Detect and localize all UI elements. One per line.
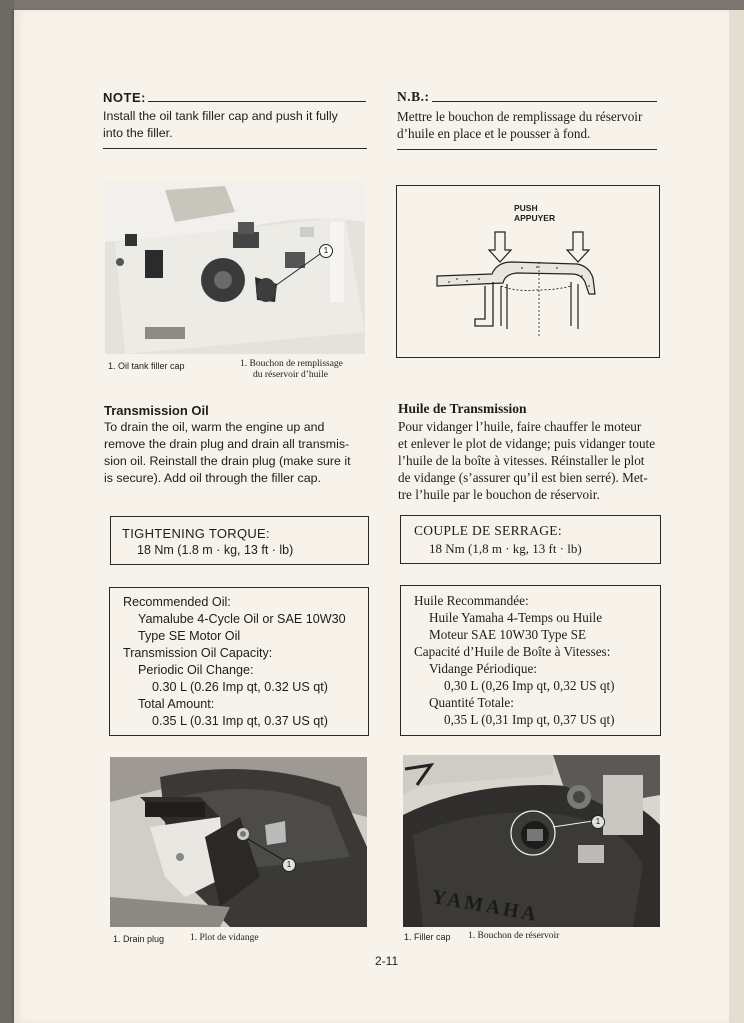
photo3-caption-fr: 1. Bouchon de réservoir bbox=[468, 931, 560, 941]
couple-label: COUPLE DE SERRAGE: bbox=[414, 523, 562, 538]
scan-binding-shadow bbox=[0, 0, 14, 1023]
photo3-caption-en: 1. Filler cap bbox=[404, 932, 451, 942]
scan-top-edge bbox=[0, 0, 744, 10]
oil-line: Moteur SAE 10W30 Type SE bbox=[429, 627, 587, 642]
paragraph-line: l’huile de la boîte à vitesses. Réinstaller le plot bbox=[398, 453, 645, 468]
filler-cap-diagram bbox=[396, 185, 660, 358]
huile-transmission-text bbox=[398, 418, 673, 503]
note-end-rule bbox=[103, 148, 367, 149]
callout-number: 1 bbox=[319, 244, 333, 258]
diagram-label-push: PUSH bbox=[514, 203, 538, 213]
callout-number: 1 bbox=[591, 815, 605, 829]
oil-line: Total Amount: bbox=[138, 697, 215, 711]
tightening-torque-box bbox=[110, 516, 369, 565]
note-heading: NOTE: bbox=[103, 90, 146, 105]
oil-line: Type SE Motor Oil bbox=[138, 629, 241, 643]
nb-end-rule bbox=[397, 149, 657, 150]
nb-heading: N.B.: bbox=[397, 89, 430, 104]
couple-serrage-box bbox=[400, 515, 661, 564]
oil-line: 0,30 L (0,26 Imp qt, 0,32 US qt) bbox=[444, 678, 615, 693]
push-arrow-left bbox=[489, 232, 511, 262]
paragraph-line: et enlever le plot de vidange; puis vidanger toute bbox=[398, 436, 656, 451]
push-arrow-right bbox=[567, 232, 589, 262]
diagram-label-appuyer: APPUYER bbox=[514, 213, 556, 223]
caption-line: 1. Bouchon de remplissage bbox=[240, 359, 343, 369]
nb-line: d’huile en place et le pousser à fond. bbox=[397, 126, 591, 141]
oil-line: Quantité Totale: bbox=[429, 695, 514, 710]
nb-heading-rule bbox=[432, 101, 657, 102]
oil-line: Huile Recommandée: bbox=[414, 593, 529, 608]
note-line: Install the oil tank filler cap and push it fully bbox=[103, 109, 338, 123]
oil-line: Recommended Oil: bbox=[123, 595, 231, 609]
paragraph-line: Pour vidanger l’huile, faire chauffer le moteur bbox=[398, 419, 642, 434]
photo2-caption-en: 1. Drain plug bbox=[113, 934, 165, 944]
photo-oil-tank-illustration bbox=[105, 182, 365, 354]
note-line: into the filler. bbox=[103, 126, 173, 140]
oil-line: 0.30 L (0.26 Imp qt, 0.32 US qt) bbox=[152, 680, 328, 694]
note-heading-rule bbox=[148, 101, 366, 102]
page-number: 2-11 bbox=[375, 954, 399, 968]
photo2-caption-fr: 1. Plot de vidange bbox=[190, 933, 259, 943]
paragraph-line: remove the drain plug and drain all transmis- bbox=[104, 437, 350, 451]
oil-line: Capacité d’Huile de Boîte à Vitesses: bbox=[414, 644, 611, 659]
note-text bbox=[103, 108, 373, 142]
photo-oil-tank-filler-cap bbox=[105, 182, 365, 354]
paragraph-line: tre l’huile par le bouchon de réservoir. bbox=[398, 487, 600, 502]
paragraph-line: is secure). Add oil through the filler cap. bbox=[104, 471, 321, 485]
oil-line: 0.35 L (0.31 Imp qt, 0.37 US qt) bbox=[152, 714, 328, 728]
callout-number: 1 bbox=[282, 858, 296, 872]
oil-line: Transmission Oil Capacity: bbox=[123, 646, 273, 660]
photo1-caption-en: 1. Oil tank filler cap bbox=[108, 361, 185, 371]
scan-right-edge bbox=[729, 10, 744, 1023]
photo1-caption-fr bbox=[240, 359, 343, 381]
oil-line: Huile Yamaha 4-Temps ou Huile bbox=[429, 610, 603, 625]
oil-line: Periodic Oil Change: bbox=[138, 663, 254, 677]
paragraph-line: de vidange (s’assurer qu’il est bien serré). Met- bbox=[398, 470, 648, 485]
couple-value: 18 Nm (1,8 m · kg, 13 ft · lb) bbox=[429, 541, 582, 556]
oil-line: Yamalube 4-Cycle Oil or SAE 10W30 bbox=[138, 612, 346, 626]
recommended-oil-box bbox=[109, 587, 369, 736]
torque-value: 18 Nm (1.8 m · kg, 13 ft · lb) bbox=[137, 543, 294, 557]
huile-transmission-title: Huile de Transmission bbox=[398, 401, 527, 416]
caption-line: du réservoir d’huile bbox=[253, 370, 328, 380]
transmission-oil-title: Transmission Oil bbox=[104, 403, 209, 418]
huile-recommandee-box bbox=[400, 585, 661, 736]
paragraph-line: To drain the oil, warm the engine up and bbox=[104, 420, 325, 434]
torque-label: TIGHTENING TORQUE: bbox=[122, 526, 270, 541]
oil-line: Vidange Périodique: bbox=[429, 661, 537, 676]
transmission-oil-text bbox=[104, 419, 374, 487]
yamaha-engraving: YAMAHA bbox=[429, 885, 541, 927]
filler-cap-cross-section bbox=[397, 186, 659, 357]
oil-line: 0,35 L (0,31 Imp qt, 0,37 US qt) bbox=[444, 712, 615, 727]
paragraph-line: sion oil. Reinstall the drain plug (make sure it bbox=[104, 454, 351, 468]
photo-drain-plug-illustration bbox=[110, 757, 367, 927]
photo-filler-cap bbox=[403, 755, 660, 927]
nb-line: Mettre le bouchon de remplissage du réservoir bbox=[397, 109, 643, 124]
photo-drain-plug bbox=[110, 757, 367, 927]
nb-text bbox=[397, 108, 672, 142]
